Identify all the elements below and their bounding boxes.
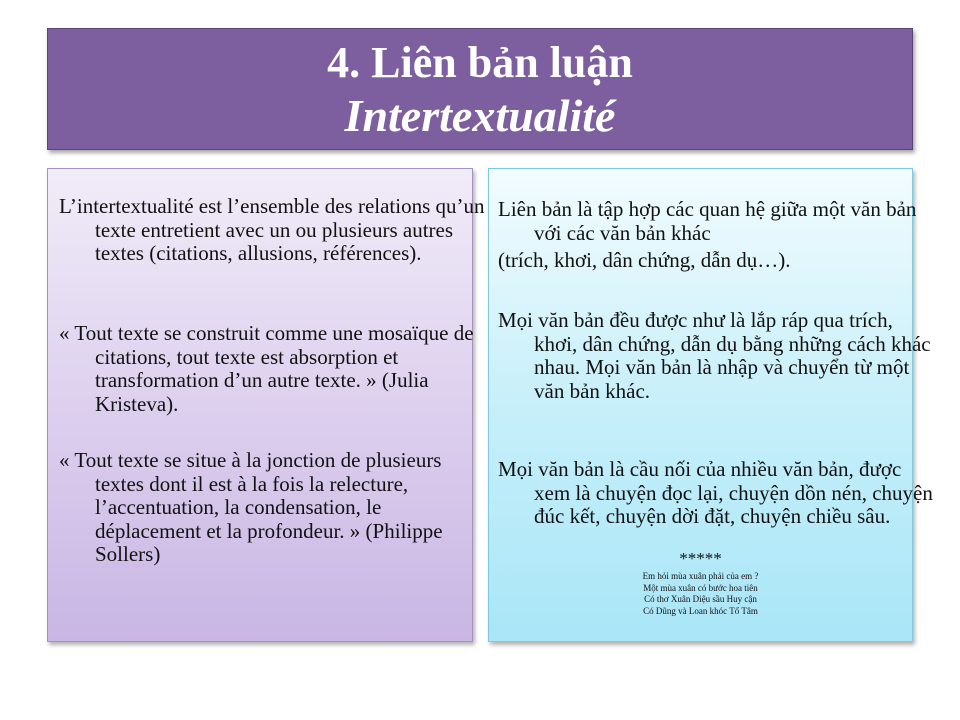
poem-line: Một mùa xuân có bước hoa tiên	[643, 582, 758, 593]
vietnamese-text-panel	[488, 168, 933, 642]
poem-block	[489, 571, 912, 617]
definition-paragraph: L’intertextualité est l’ensemble des relations qu’un texte entretient avec un ou plusieurs autres textes (citations, allusions, références).	[59, 194, 485, 265]
poem-line: Có thơ Xuân Diệu sầu Huy cận	[644, 594, 757, 604]
kristeva-quote: « Tout texte se construit comme une mosaïque de citations, tout texte est absorption et transformation d’un autre texte. » (Julia Kristeva).	[59, 321, 474, 416]
slide-title-box	[47, 28, 913, 150]
poem-line: Có Dũng và Loan khóc Tố Tâm	[643, 605, 758, 616]
slide-subtitle: Intertextualité	[344, 90, 616, 141]
poem-line: Em hỏi mùa xuân phải của em ?	[642, 571, 759, 581]
definition-paragraph-vi: Liên bản là tập hợp các quan hệ giữa một văn bản với các văn bản khác	[498, 197, 917, 245]
examples-paragraph-vi: (trích, khơi, dân chứng, dẫn dụ…).	[498, 248, 791, 272]
bridge-paragraph-vi: Mọi văn bản là cầu nối của nhiều văn bản, được xem là chuyện đọc lại, chuyện dồn nén, chuyện đúc kết, chuyện dời đặt, chuyện chiều sâu.	[498, 457, 933, 528]
assembly-paragraph-vi: Mọi văn bản đều được như là lắp ráp qua trích, khơi, dân chứng, dẫn dụ bằng những cách khác nhau. Mọi văn bản là nhập và chuyển từ một văn bản khác.	[498, 308, 931, 403]
french-text-panel	[47, 168, 485, 642]
separator-stars: *****	[679, 549, 722, 568]
slide-title: 4. Liên bản luận	[327, 38, 633, 87]
sollers-quote: « Tout texte se situe à la jonction de plusieurs textes dont il est à la fois la relecture, l’accentuation, la condensation, le déplacement et la profondeur. » (Philippe Sollers)	[59, 448, 443, 566]
